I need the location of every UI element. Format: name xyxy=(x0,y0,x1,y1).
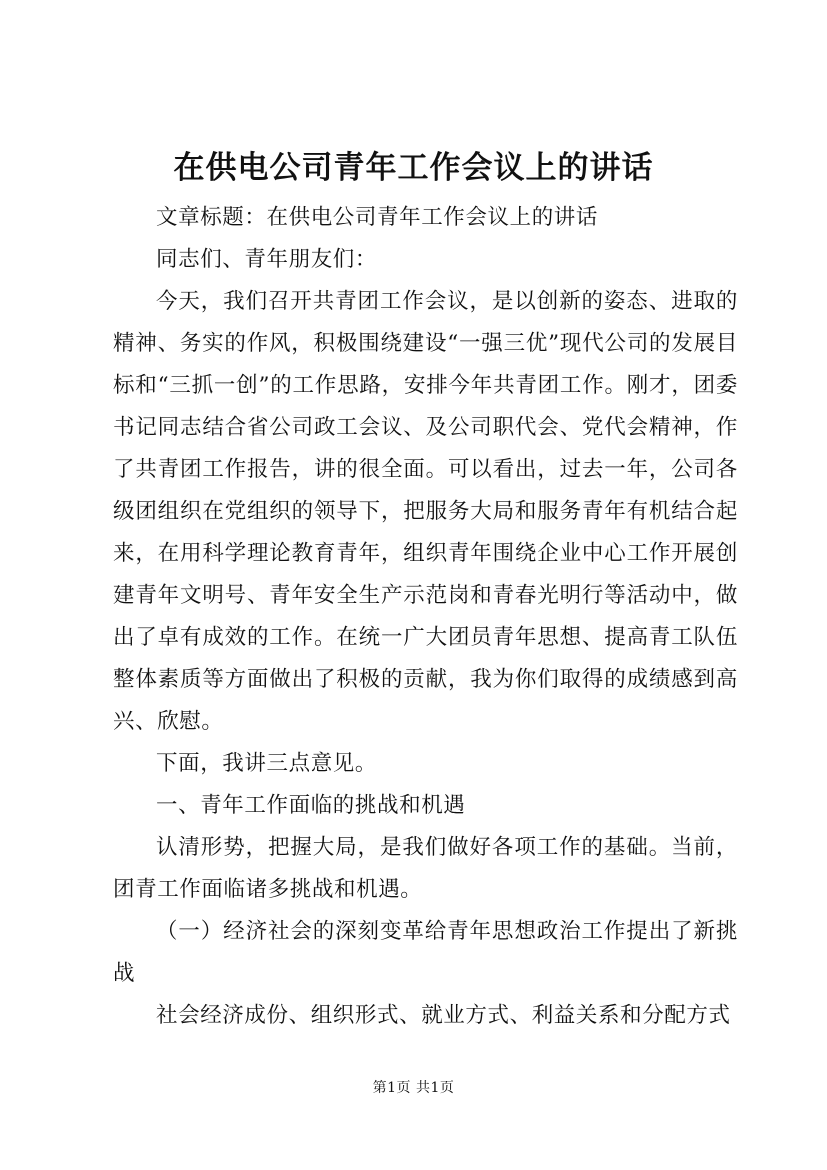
section-heading-1: 一、青年工作面临的挑战和机遇 xyxy=(156,793,466,818)
article-title-line: 文章标题：在供电公司青年工作会议上的讲话 xyxy=(156,205,599,230)
transition-paragraph: 下面，我讲三点意见。 xyxy=(156,751,378,776)
section-1-paragraph: 认清形势，把握大局，是我们做好各项工作的基础。当前，团青工作面临诸多挑战和机遇。 xyxy=(113,835,738,902)
document-title: 在供电公司青年工作会议上的讲话 xyxy=(173,150,654,186)
page-footer: 第1页 共1页 xyxy=(372,1080,455,1096)
salutation: 同志们、青年朋友们： xyxy=(156,247,378,272)
document-body xyxy=(113,197,738,1037)
subsection-heading-1: （一）经济社会的深刻变革给青年思想政治工作提出了新挑战 xyxy=(113,919,738,986)
intro-paragraph: 今天，我们召开共青团工作会议，是以创新的姿态、进取的精神、务实的作风，积极围绕建设“一强三优”现代公司的发展目标和“三抓一创”的工作思路，安排今年共青团工作。刚才，团委书记同志结合省公司政工会议、及公司职代会、党代会精神，作了共青团工作报告，讲的很全面。可以看出，过去一年，公司各级团组织在党组织的领导下，把服务大局和服务青年有机结合起来，在用科学理论教育青年，组织青年围绕企业中心工作开展创建青年文明号、青年安全生产示范岗和青春光明行等活动中，做出了卓有成效的工作。在统一广大团员青年思想、提高青工队伍整体素质等方面做出了积极的贡献，我为你们取得的成绩感到高兴、欣慰。 xyxy=(113,289,738,734)
subsection-1-paragraph: 社会经济成份、组织形式、就业方式、利益关系和分配方式 xyxy=(156,1003,731,1028)
